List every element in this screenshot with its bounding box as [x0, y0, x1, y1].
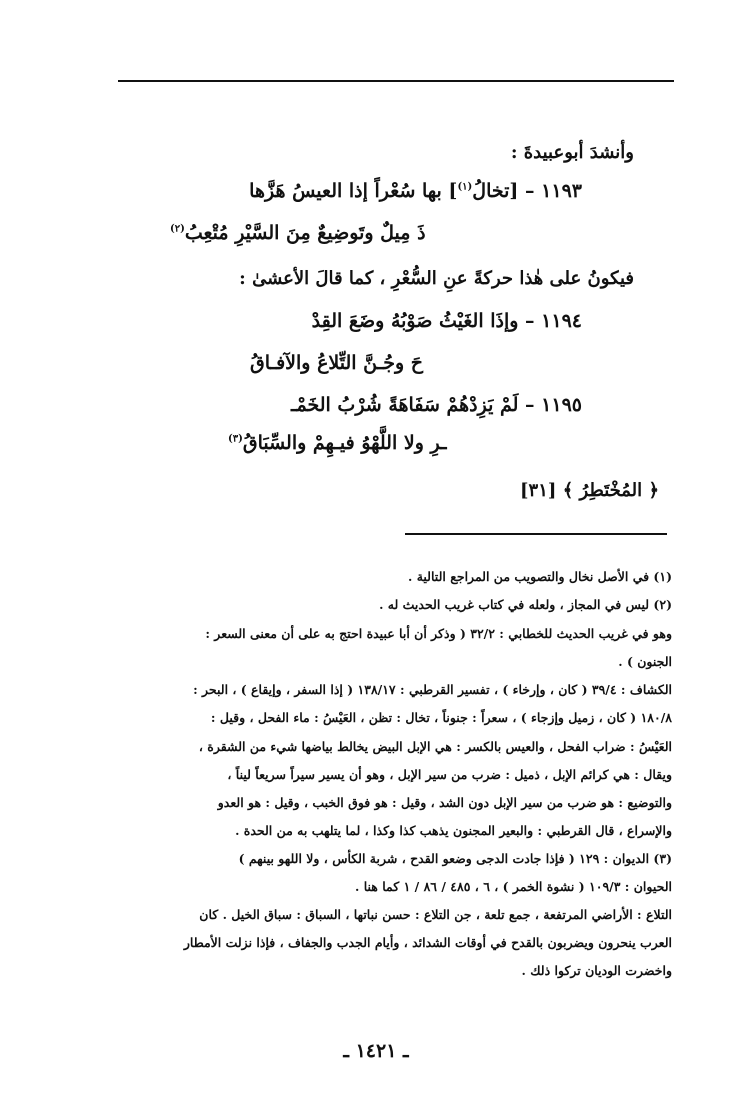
footnote-2-line: العَيْسُ : ضراب الفحل ، والعيس بالكسر : هي الإبل البيض يخالط بياضها شيء من الشقرة ،	[198, 739, 672, 754]
footnote-1: (١) في الأصل نخال والتصويب من المراجع التالية .	[408, 569, 672, 584]
verse-text: ذَ مِيلٌ وتَوضِيعٌ مِنَ السَّيْرِ مُتْعِبُ	[184, 222, 426, 244]
footnote-3-line: الحيوان : ١٠٩/٣ ( نشوة الخمر ) ، ٦ ، ٤٨٥ / ٨٦ / ١ كما هنا .	[355, 879, 672, 894]
verse-text: – لَمْ يَزِدْهُمْ سَفَاهَةً شُرْبُ الخَمْـ	[290, 394, 535, 416]
verse-text: ] بها سُعْراً إذا العيسُ هَزَّها	[249, 180, 458, 202]
verse-number: ١١٩٣	[541, 180, 582, 202]
footnote-2-line: ويقال : هي كرائم الإبل ، ذميل : ضرب من سير الإبل ، وهو أن يسير سيراً سريعاً ليناً ،	[227, 767, 672, 782]
heading-word: المُخْتَطِرُ	[579, 480, 643, 501]
footnote-marker: (٣)	[228, 433, 243, 445]
verse-1194-first-hemistich	[312, 310, 582, 332]
footnote-2-line: الجنون ) .	[618, 654, 672, 669]
footnote-3-line: التلاع : الأراضي المرتفعة ، جمع تلعة ، جن التلاع : حسن نباتها ، السباق : سباق الخيل . كان	[199, 907, 672, 922]
footnote-marker: (٢)	[170, 223, 185, 235]
verse-1194-second-hemistich	[250, 352, 423, 374]
intro-line: وأنشدَ أبوعبيدةَ :	[510, 142, 634, 163]
verse-1195-first-hemistich	[291, 394, 582, 416]
verse-text: ـرِ ولا اللَّهْوُ فيـهِمْ والسِّبَاقُ	[242, 432, 447, 454]
footnote-3-line: العرب ينحرون ويضربون بالقدح في أوقات الشدائد ، وأيام الجدب والجفاف ، فإذا نزلت الأمطار	[183, 935, 672, 950]
verse-text: – [تخالُ	[472, 180, 535, 202]
verse-1195-second-hemistich	[228, 432, 447, 454]
verse-1193-first-hemistich	[249, 180, 582, 202]
footnote-2-line: الكشاف : ٣٩/٤ ( كان ، وإرخاء ) ، تفسير القرطبي : ١٣٨/١٧ ( إذا السفر ، وإيقاع ) ، البحر :	[193, 682, 672, 697]
page-number: ـ ١٤٢١ ـ	[343, 1040, 409, 1062]
footnote-2-line: وهو في غريب الحديث للخطابي : ٣٢/٢ ( وذكر أن أبا عبيدة احتج به على أن معنى السعر :	[205, 626, 672, 641]
footnote-3: (٣) الديوان : ١٢٩ ( فإذا جادت الدجى وضعو القدح ، شربة الكأس ، ولا اللهو بينهم )	[238, 851, 672, 866]
verse-number: ١١٩٤	[541, 310, 582, 332]
explanation-line: فيكونُ على هٰذا حركةً عنِ السُّعْرِ ، كما قالَ الأعشىٰ :	[239, 268, 634, 289]
footnote-2-line: والتوضيع : هو ضرب من سير الإبل دون الشد ، وقيل : هو فوق الخبب ، وقيل : هو العدو	[217, 795, 672, 810]
footnote-marker: (١)	[457, 181, 473, 193]
top-rule	[118, 80, 674, 82]
heading-bracket-open: ﴿	[648, 480, 659, 501]
footnote-2-line: ١٨٠/٨ ( كان ، زميل وإزجاء ) ، سعراً : جنوناً ، تخال : تظن ، العَيْسُ : ماء الفحل ، وقيل :	[210, 710, 672, 725]
footnote-separator	[405, 533, 667, 535]
footnote-2: (٢) ليس في المجاز ، ولعله في كتاب غريب الحديث له .	[379, 597, 672, 612]
heading-reference: [٣١]	[520, 480, 557, 501]
footnote-2-line: والإسراع ، قال القرطبي : والبعير المجنون يذهب كذا وكذا ، لما يتلهب به من الحدة .	[235, 823, 672, 838]
footnote-3-line: واخضرت الوديان تركوا ذلك .	[521, 963, 672, 978]
verse-1193-second-hemistich	[170, 222, 426, 244]
verse-number: ١١٩٥	[541, 394, 582, 416]
section-heading	[520, 480, 659, 501]
verse-text: حَ وجُـنَّ التِّلاعُ والآفـاقُ	[250, 352, 424, 374]
verse-text: – وإذَا الغَيْثُ صَوْبُهُ وضَعَ القِدْ	[311, 310, 535, 332]
heading-bracket-close: ﴾	[562, 480, 574, 501]
